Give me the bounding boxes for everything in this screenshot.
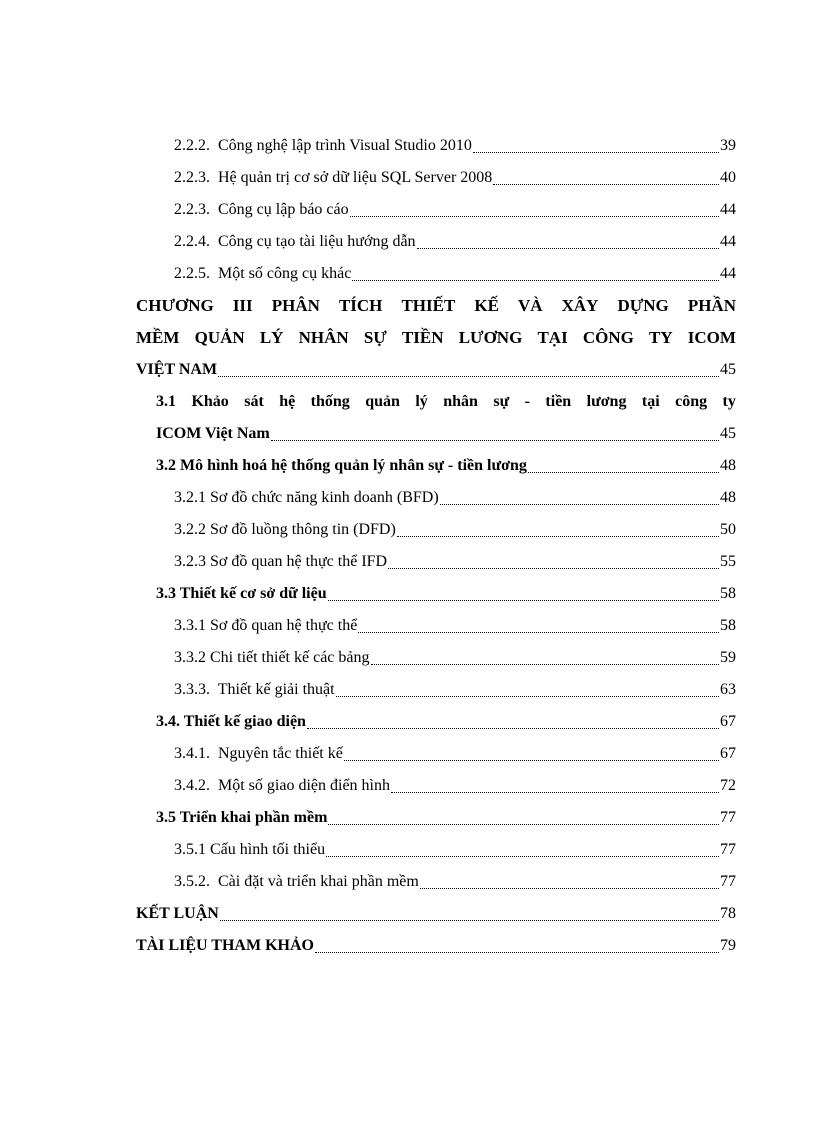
toc-entry-3-2-1[interactable] — [136, 482, 736, 514]
toc-page-number: 58 — [720, 585, 736, 602]
toc-entry-number: 3.5.1 — [174, 841, 206, 858]
toc-section-3-1-line1[interactable] — [136, 386, 736, 418]
word: III — [232, 296, 253, 315]
toc-entry-title: TÀI LIỆU THAM KHẢO — [136, 937, 314, 954]
word: THIẾT — [401, 296, 456, 315]
toc-entry-title: KẾT LUẬN — [136, 905, 219, 922]
dot-leader — [344, 760, 719, 761]
dot-leader — [388, 568, 719, 569]
toc-entry-title: Sơ đồ luồng thông tin (DFD) — [210, 521, 396, 538]
dot-leader — [218, 376, 719, 377]
toc-page-number: 40 — [720, 169, 736, 186]
toc-entry-title: Sơ đồ chức năng kinh doanh (BFD) — [210, 489, 439, 506]
word: TẠI — [537, 328, 568, 347]
toc-entry-2-2-5[interactable] — [136, 258, 736, 290]
toc-references[interactable] — [136, 930, 736, 962]
word: PHẦN — [687, 296, 736, 315]
dot-leader — [350, 216, 719, 217]
table-of-contents — [136, 130, 736, 962]
dot-leader — [371, 664, 720, 665]
toc-entry-number: 3.3.1 — [174, 617, 206, 634]
toc-page-number: 72 — [720, 777, 736, 794]
toc-page-number: 45 — [720, 425, 736, 442]
dot-leader — [473, 152, 719, 153]
word: quản — [365, 393, 400, 410]
toc-entry-number: 3.3.2 — [174, 649, 206, 666]
dot-leader — [315, 952, 719, 953]
word: TIỀN — [401, 328, 444, 347]
word: hệ — [279, 393, 296, 410]
toc-chapter3-line3[interactable] — [136, 354, 736, 386]
toc-entry-3-4-1[interactable] — [136, 738, 736, 770]
toc-page-number: 44 — [720, 265, 736, 282]
toc-page-number: 58 — [720, 617, 736, 634]
word: - — [524, 393, 530, 410]
word: ty — [722, 393, 736, 410]
word: sát — [244, 393, 264, 410]
toc-entry-3-3-1[interactable] — [136, 610, 736, 642]
word: SỰ — [363, 328, 387, 347]
toc-entry-3-5-2[interactable] — [136, 866, 736, 898]
toc-entry-3-3-2[interactable] — [136, 642, 736, 674]
toc-entry-title: VIỆT NAM — [136, 361, 218, 378]
toc-entry-title: Một số giao diện điển hình — [218, 777, 390, 794]
dot-leader — [528, 472, 719, 473]
toc-page-number: 44 — [720, 233, 736, 250]
dot-leader — [440, 504, 719, 505]
toc-entry-title: Công nghệ lập trình Visual Studio 2010 — [218, 137, 472, 154]
dot-leader — [220, 920, 719, 921]
dot-leader — [420, 888, 719, 889]
word: DỰNG — [617, 296, 669, 315]
toc-entry-title: Cài đặt và triển khai phần mềm — [218, 873, 419, 890]
toc-entry-2-2-3b[interactable] — [136, 194, 736, 226]
toc-section-3-5[interactable] — [136, 802, 736, 834]
toc-section-3-1-line2[interactable] — [136, 418, 736, 450]
dot-leader — [328, 824, 719, 825]
word: nhân — [443, 393, 478, 410]
dot-leader — [391, 792, 719, 793]
word: sự — [493, 393, 510, 410]
toc-page-number: 59 — [720, 649, 736, 666]
word: XÂY — [561, 296, 599, 315]
toc-entry-title: Công cụ lập báo cáo — [218, 201, 349, 218]
toc-page-number: 44 — [720, 201, 736, 218]
toc-entry-3-3-3[interactable] — [136, 674, 736, 706]
toc-entry-title: 3.4. Thiết kế giao diện — [156, 713, 306, 730]
toc-entry-3-2-2[interactable] — [136, 514, 736, 546]
word: QUẢN — [194, 328, 245, 347]
dot-leader — [397, 536, 719, 537]
toc-entry-title: 3.2 Mô hình hoá hệ thống quản lý nhân sự - tiền lương — [156, 457, 527, 474]
toc-entry-number: 2.2.2. — [174, 137, 210, 154]
word: CÔNG — [582, 328, 634, 347]
word: công — [675, 393, 708, 410]
toc-entry-number: 3.4.2. — [174, 777, 210, 794]
toc-page-number: 77 — [720, 809, 736, 826]
toc-entry-3-4-2[interactable] — [136, 770, 736, 802]
toc-entry-number: 3.2.1 — [174, 489, 206, 506]
toc-entry-number: 2.2.4. — [174, 233, 210, 250]
toc-page-number: 50 — [720, 521, 736, 538]
toc-chapter3-line2[interactable] — [136, 322, 736, 354]
toc-entry-3-5-1[interactable] — [136, 834, 736, 866]
dot-leader — [493, 184, 719, 185]
toc-entry-3-2-3[interactable] — [136, 546, 736, 578]
toc-entry-title: Công cụ tạo tài liệu hướng dẫn — [218, 233, 416, 250]
toc-entry-title: Cấu hình tối thiểu — [210, 841, 326, 858]
toc-entry-number: 2.2.3. — [174, 201, 210, 218]
toc-page-number: 48 — [720, 489, 736, 506]
toc-entry-number: 3.2.2 — [174, 521, 206, 538]
word: LƯƠNG — [458, 328, 523, 347]
toc-page-number: 55 — [720, 553, 736, 570]
toc-page-number: 77 — [720, 841, 736, 858]
word: MỀM — [136, 328, 180, 347]
toc-entry-2-2-3[interactable] — [136, 162, 736, 194]
toc-entry-title: Chi tiết thiết kế các bảng — [210, 649, 370, 666]
toc-page-number: 63 — [720, 681, 736, 698]
toc-entry-title: 3.3 Thiết kế cơ sở dữ liệu — [156, 585, 327, 602]
word: 3.1 — [156, 393, 176, 410]
word: PHÂN — [271, 296, 320, 315]
toc-entry-title: Sơ đồ quan hệ thực thể IFD — [210, 553, 388, 570]
toc-entry-2-2-4[interactable] — [136, 226, 736, 258]
toc-entry-number: 3.2.3 — [174, 553, 206, 570]
toc-entry-number: 3.3.3. — [174, 681, 210, 698]
toc-conclusion[interactable] — [136, 898, 736, 930]
word: NHÂN — [298, 328, 349, 347]
word: KẾ — [474, 296, 499, 315]
toc-entry-number: 3.5.2. — [174, 873, 210, 890]
toc-page-number: 77 — [720, 873, 736, 890]
toc-entry-title: Hệ quản trị cơ sở dữ liệu SQL Server 2008 — [218, 169, 493, 186]
word: VÀ — [517, 296, 543, 315]
toc-entry-title: Một số công cụ khác — [218, 265, 352, 282]
dot-leader — [271, 440, 719, 441]
toc-page-number: 78 — [720, 905, 736, 922]
word: tại — [641, 393, 660, 410]
toc-entry-title: Nguyên tắc thiết kế — [218, 745, 343, 762]
dot-leader — [352, 280, 719, 281]
word: Khảo — [191, 393, 229, 410]
word: TY — [649, 328, 673, 347]
word: lý — [415, 393, 428, 410]
toc-page-number: 39 — [720, 137, 736, 154]
toc-entry-title: 3.5 Triển khai phần mềm — [156, 809, 328, 826]
toc-page-number: 45 — [720, 361, 736, 378]
word: LÝ — [259, 328, 284, 347]
toc-chapter3-line1[interactable] — [136, 290, 736, 322]
toc-entry-number: 2.2.5. — [174, 265, 210, 282]
word: TÍCH — [338, 296, 383, 315]
toc-entry-number: 3.4.1. — [174, 745, 210, 762]
toc-entry-number: 2.2.3. — [174, 169, 210, 186]
dot-leader — [358, 632, 719, 633]
dot-leader — [328, 600, 719, 601]
word: thống — [310, 393, 350, 410]
toc-page-number: 48 — [720, 457, 736, 474]
dot-leader — [307, 728, 719, 729]
toc-page-number: 67 — [720, 745, 736, 762]
dot-leader — [336, 696, 719, 697]
toc-section-3-4[interactable] — [136, 706, 736, 738]
toc-page-number: 67 — [720, 713, 736, 730]
word: CHƯƠNG — [136, 296, 214, 315]
toc-section-3-2[interactable] — [136, 450, 736, 482]
word: lương — [586, 393, 627, 410]
word: tiền — [545, 393, 572, 410]
toc-entry-title: ICOM Việt Nam — [156, 425, 270, 442]
dot-leader — [326, 856, 719, 857]
toc-entry-2-2-2[interactable] — [136, 130, 736, 162]
toc-section-3-3[interactable] — [136, 578, 736, 610]
toc-entry-title: Sơ đồ quan hệ thực thể — [210, 617, 358, 634]
word: ICOM — [687, 328, 736, 347]
dot-leader — [417, 248, 719, 249]
toc-entry-title: Thiết kế giải thuật — [217, 681, 335, 698]
toc-page-number: 79 — [720, 937, 736, 954]
